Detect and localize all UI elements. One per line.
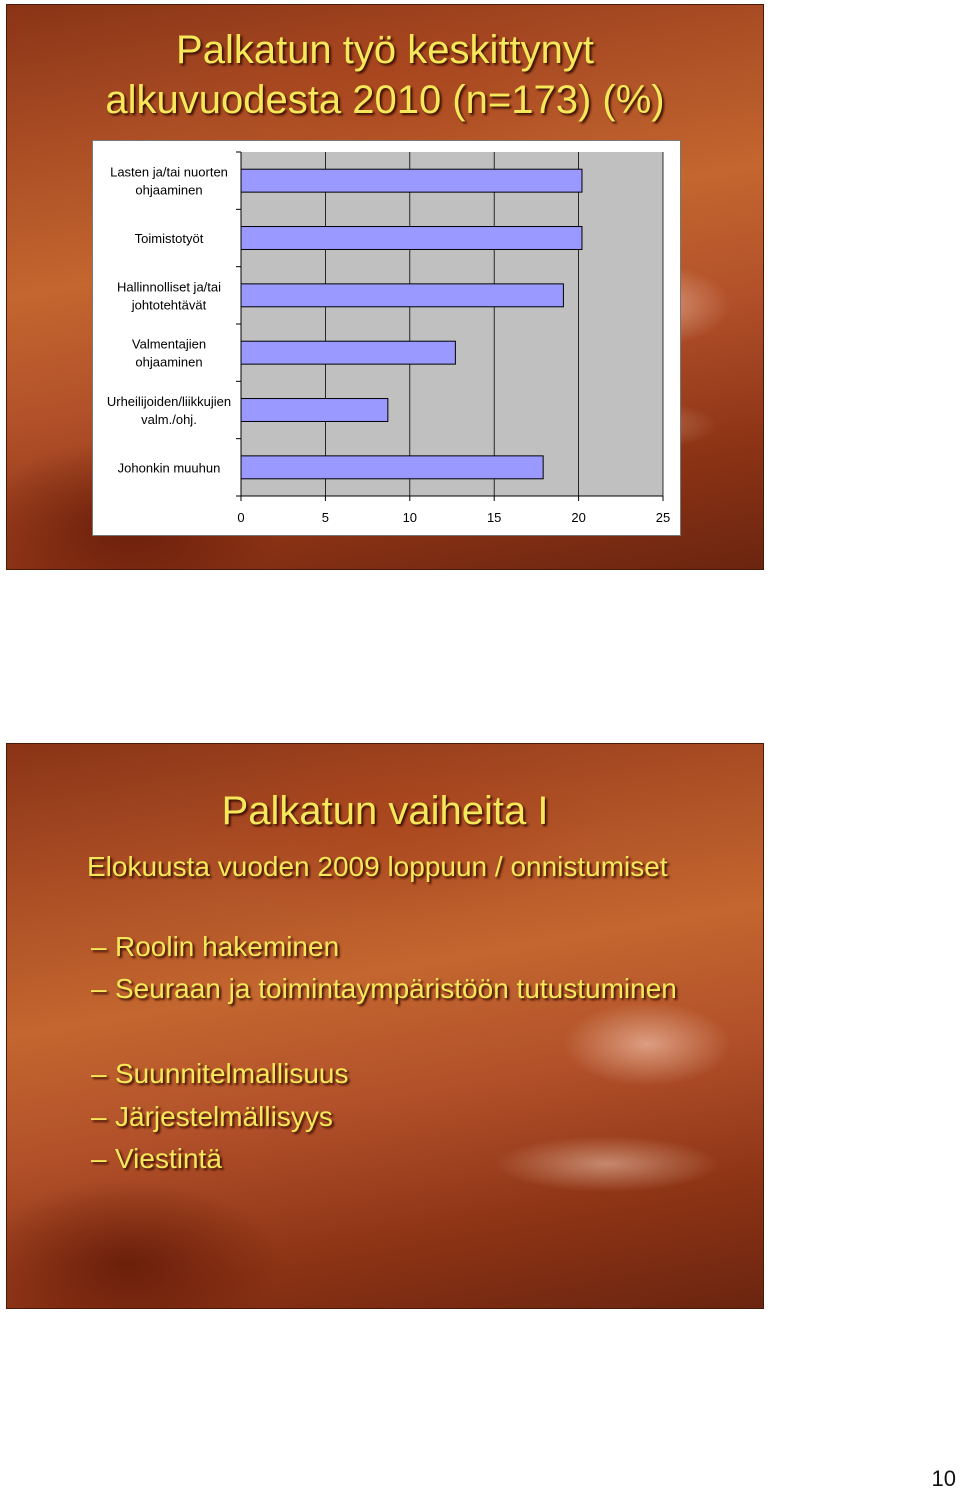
slide-2 bbox=[6, 743, 764, 1309]
bar bbox=[241, 227, 582, 250]
plot-area bbox=[241, 152, 663, 496]
bullet-dash: – bbox=[91, 1143, 107, 1174]
x-tick-label: 5 bbox=[321, 510, 330, 525]
bullet-text: Järjestelmällisyys bbox=[115, 1101, 333, 1132]
category-label-line: ohjaaminen bbox=[135, 182, 203, 198]
category-label-line: Lasten ja/tai nuorten bbox=[110, 164, 228, 180]
bar bbox=[241, 399, 388, 422]
category-label-line: johtotehtävät bbox=[131, 297, 207, 313]
category-label-line: Toimistotyöt bbox=[134, 231, 204, 246]
category-label bbox=[132, 337, 206, 370]
bullet-dash: – bbox=[91, 931, 107, 962]
category-label-line: Valmentajien bbox=[131, 336, 207, 352]
category-label bbox=[118, 460, 221, 475]
bullet-dash: – bbox=[91, 973, 107, 1004]
category-label bbox=[135, 231, 204, 246]
category-label-line: Urheilijoiden/liikkujien bbox=[106, 394, 232, 409]
slide-1-title bbox=[7, 25, 763, 125]
bullet-item bbox=[91, 972, 677, 1006]
bar-chart bbox=[92, 140, 681, 536]
category-label-line: valm./ohj. bbox=[141, 412, 197, 427]
category-label-line: ohjaaminen bbox=[135, 354, 203, 370]
bar bbox=[241, 284, 563, 307]
slide-1 bbox=[6, 4, 764, 570]
bullet-item bbox=[91, 1100, 333, 1134]
x-tick-label: 20 bbox=[571, 510, 586, 525]
bullet-text: Roolin hakeminen bbox=[115, 931, 340, 962]
bar bbox=[241, 169, 582, 192]
bullet-item bbox=[91, 1057, 348, 1091]
category-label-line: Johonkin muuhun bbox=[117, 460, 221, 476]
x-tick-label: 25 bbox=[655, 510, 671, 525]
bullet-text: Suunnitelmallisuus bbox=[115, 1058, 349, 1089]
x-tick-label: 15 bbox=[486, 510, 502, 525]
bullet-dash: – bbox=[91, 1101, 107, 1132]
bar-chart-svg bbox=[93, 141, 680, 535]
category-label bbox=[117, 279, 221, 312]
x-tick-label: 0 bbox=[237, 510, 245, 525]
slide-1-title-line-1: Palkatun työ keskittynyt bbox=[176, 28, 594, 72]
bullet-item bbox=[91, 1142, 222, 1176]
category-label bbox=[107, 394, 231, 427]
bullet-item bbox=[91, 930, 339, 964]
category-label-line: Hallinnolliset ja/tai bbox=[116, 279, 222, 295]
slide-2-subtitle: Elokuusta vuoden 2009 loppuun / onnistumiset bbox=[87, 851, 668, 882]
bullet-dash: – bbox=[91, 1058, 107, 1089]
slide-1-title-line-2: alkuvuodesta 2010 (n=173) (%) bbox=[105, 78, 665, 122]
slide-2-title: Palkatun vaiheita I bbox=[221, 789, 549, 833]
bullet-text: Seuraan ja toimintaympäristöön tutustuminen bbox=[115, 973, 677, 1004]
x-tick-label: 10 bbox=[402, 510, 418, 525]
category-label bbox=[110, 165, 228, 198]
page-number: 10 bbox=[931, 1466, 956, 1491]
bar bbox=[241, 456, 543, 479]
bar bbox=[241, 341, 455, 364]
bullet-text: Viestintä bbox=[115, 1143, 222, 1174]
